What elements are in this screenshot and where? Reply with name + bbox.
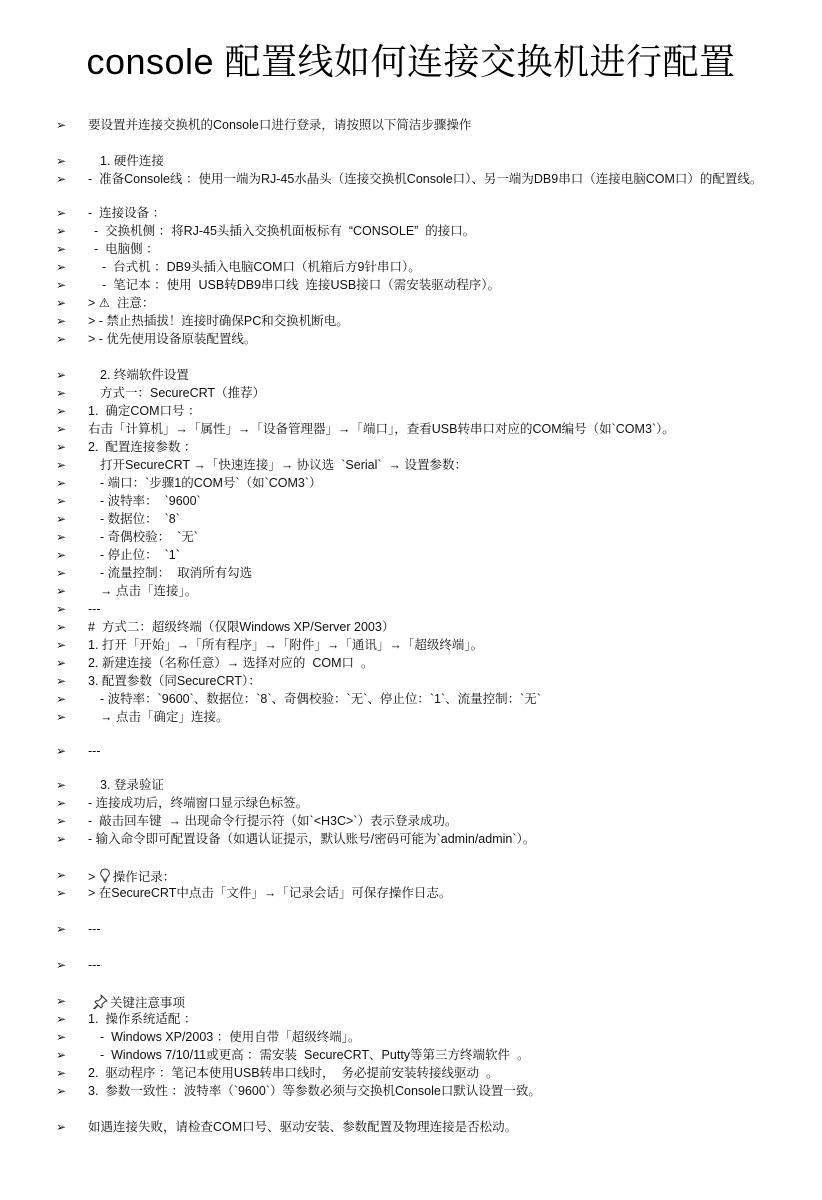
arrow-bullet-icon: ➢ [56, 796, 67, 810]
list-item-text: - 端口：`步骤1的COM号`（如`COM3`） [100, 476, 322, 490]
arrow-bullet-icon: ➢ [56, 494, 67, 508]
arrow-bullet-icon: ➢ [56, 458, 67, 472]
list-item-text: - 电脑侧 ： [94, 242, 159, 256]
list-item-text: 关键注意事项 [110, 996, 186, 1010]
list-item-text: → 点击「确定」连接。 [100, 710, 229, 724]
list-item-text: --- [88, 744, 101, 758]
list-item-text: - 停止位： `1` [100, 548, 180, 562]
list-item-text: 如遇连接失败，请检查COM口号、驱动安装、参数配置及物理连接是否松动。 [88, 1120, 518, 1134]
list-item-text: → 点击「连接」。 [100, 584, 198, 598]
list-item-text: 1. 打开「开始」→「所有程序」→「附件」→「通讯」→「超级终端」。 [88, 638, 484, 652]
list-item-text: > ⚠ 注意： [88, 296, 155, 310]
arrow-bullet-icon: ➢ [56, 548, 67, 562]
list-item-text: - Windows 7/10/11或更高 ：需安装 SecureCRT、Putty等第三方终端软件 。 [100, 1048, 530, 1062]
arrow-bullet-icon: ➢ [56, 1120, 67, 1134]
list-item-text: 方式一：SecureCRT（推荐） [100, 386, 266, 400]
list-item-text: 右击「计算机」→「属性」→「设备管理器」→「端口」，查看USB转串口对应的COM编号（如`COM3`）。 [88, 422, 675, 436]
arrow-bullet-icon: ➢ [56, 422, 67, 436]
arrow-bullet-icon: ➢ [56, 314, 67, 328]
arrow-bullet-icon: ➢ [56, 886, 67, 900]
list-item-text: - 敲击回车键 → 出现命令行提示符（如`<H3C>`）表示登录成功。 [88, 814, 458, 828]
arrow-bullet-icon: ➢ [56, 602, 67, 616]
arrow-bullet-icon: ➢ [56, 1048, 67, 1062]
list-item-text: - Windows XP/2003 ：使用自带「超级终端」。 [100, 1030, 361, 1044]
arrow-bullet-icon: ➢ [56, 224, 67, 238]
list-item-text: - 数据位： `8` [100, 512, 180, 526]
list-item-text: 2. 终端软件设置 [100, 368, 189, 382]
arrow-bullet-icon: ➢ [56, 440, 67, 454]
arrow-bullet-icon: ➢ [56, 296, 67, 310]
list-item-text: 3. 参数一致性 ：波特率（`9600`）等参数必须与交换机Console口默认设置一致。 [88, 1084, 541, 1098]
arrow-bullet-icon: ➢ [56, 206, 67, 220]
list-item-text: --- [88, 922, 101, 936]
arrow-bullet-icon: ➢ [56, 404, 67, 418]
list-item-text: # 方式二：超级终端（仅限Windows XP/Server 2003） [88, 620, 395, 634]
list-item-text: - 笔记本 ：使用 USB转DB9串口线 连接USB接口（需安装驱动程序）。 [102, 278, 500, 292]
list-item-text: 1. 确定COM口号 ： [88, 404, 201, 418]
arrow-bullet-icon: ➢ [56, 710, 67, 724]
arrow-bullet-icon: ➢ [56, 656, 67, 670]
arrow-bullet-icon: ➢ [56, 832, 67, 846]
list-item-text: - 连接设备 ： [88, 206, 166, 220]
arrow-bullet-icon: ➢ [56, 584, 67, 598]
arrow-bullet-icon: ➢ [56, 118, 67, 132]
list-item-text: - 奇偶校验： `无` [100, 530, 198, 544]
list-item-text: > - 优先使用设备原装配置线。 [88, 332, 257, 346]
list-item-text: - 波特率：`9600`、数据位：`8`、奇偶校验：`无`、停止位：`1`、流量控制：`无` [100, 692, 541, 706]
list-item-text: > 在SecureCRT中点击「文件」→「记录会话」可保存操作日志。 [88, 886, 452, 900]
arrow-bullet-icon: ➢ [56, 332, 67, 346]
list-item-text: - 连接成功后，终端窗口显示绿色标签。 [88, 796, 309, 810]
arrow-bullet-icon: ➢ [56, 814, 67, 828]
arrow-bullet-icon: ➢ [56, 242, 67, 256]
list-item-text: - 台式机 ：DB9头插入电脑COM口（机箱后方9针串口）。 [102, 260, 421, 274]
arrow-bullet-icon: ➢ [56, 674, 67, 688]
list-item-text: 要设置并连接交换机的Console口进行登录，请按照以下简洁步骤操作 [88, 118, 472, 132]
arrow-bullet-icon: ➢ [56, 922, 67, 936]
arrow-bullet-icon: ➢ [56, 386, 67, 400]
arrow-bullet-icon: ➢ [56, 638, 67, 652]
arrow-bullet-icon: ➢ [56, 278, 67, 292]
list-item-text: - 准备Console线 ：使用一端为RJ-45水晶头（连接交换机Console口）、另一端为DB9串口（连接电脑COM口）的配置线。 [88, 172, 763, 186]
list-item-text: 2. 配置连接参数 ： [88, 440, 197, 454]
list-item-text: 2. 新建连接（名称任意）→ 选择对应的 COM口 。 [88, 656, 374, 670]
arrow-bullet-icon: ➢ [56, 512, 67, 526]
list-item-text: - 输入命令即可配置设备（如遇认证提示，默认账号/密码可能为`admin/admin`）。 [88, 832, 536, 846]
arrow-bullet-icon: ➢ [56, 154, 67, 168]
list-item-text: - 交换机侧 ：将RJ-45头插入交换机面板标有 “CONSOLE” 的接口。 [94, 224, 476, 238]
list-item-text: 1. 硬件连接 [100, 154, 164, 168]
arrow-bullet-icon: ➢ [56, 1012, 67, 1026]
list-item-text: 1. 操作系统适配 ： [88, 1012, 197, 1026]
list-item-text: 打开SecureCRT →「快速连接」→ 协议选 `Serial` → 设置参数： [100, 458, 467, 472]
lightbulb-icon [99, 870, 111, 884]
quote-prefix: > [88, 870, 99, 884]
arrow-bullet-icon: ➢ [56, 778, 67, 792]
list-item-text: 2. 驱动程序 ：笔记本使用USB转串口线时， 务必提前安装转接线驱动 。 [88, 1066, 499, 1080]
arrow-bullet-icon: ➢ [56, 994, 67, 1008]
arrow-bullet-icon: ➢ [56, 1030, 67, 1044]
list-item-text: 操作记录： [112, 870, 176, 884]
list-item-text: 3. 配置参数（同SecureCRT）： [88, 674, 261, 688]
list-item-text: - 流量控制： 取消所有勾选 [100, 566, 253, 580]
arrow-bullet-icon: ➢ [56, 566, 67, 580]
arrow-bullet-icon: ➢ [56, 744, 67, 758]
arrow-bullet-icon: ➢ [56, 692, 67, 706]
list-item-text: 3. 登录验证 [100, 778, 164, 792]
arrow-bullet-icon: ➢ [56, 260, 67, 274]
arrow-bullet-icon: ➢ [56, 530, 67, 544]
list-item-text: > - 禁止热插拔！连接时确保PC和交换机断电。 [88, 314, 349, 328]
pushpin-icon [92, 996, 108, 1010]
arrow-bullet-icon: ➢ [56, 868, 67, 882]
list-item-text: --- [88, 958, 101, 972]
arrow-bullet-icon: ➢ [56, 1084, 67, 1098]
arrow-bullet-icon: ➢ [56, 172, 67, 186]
arrow-bullet-icon: ➢ [56, 368, 67, 382]
arrow-bullet-icon: ➢ [56, 1066, 67, 1080]
arrow-bullet-icon: ➢ [56, 958, 67, 972]
arrow-bullet-icon: ➢ [56, 620, 67, 634]
page-title: console 配置线如何连接交换机进行配置 [86, 41, 736, 82]
list-item-text: - 波特率： `9600` [100, 494, 201, 508]
arrow-bullet-icon: ➢ [56, 476, 67, 490]
list-item-text: --- [88, 602, 101, 616]
